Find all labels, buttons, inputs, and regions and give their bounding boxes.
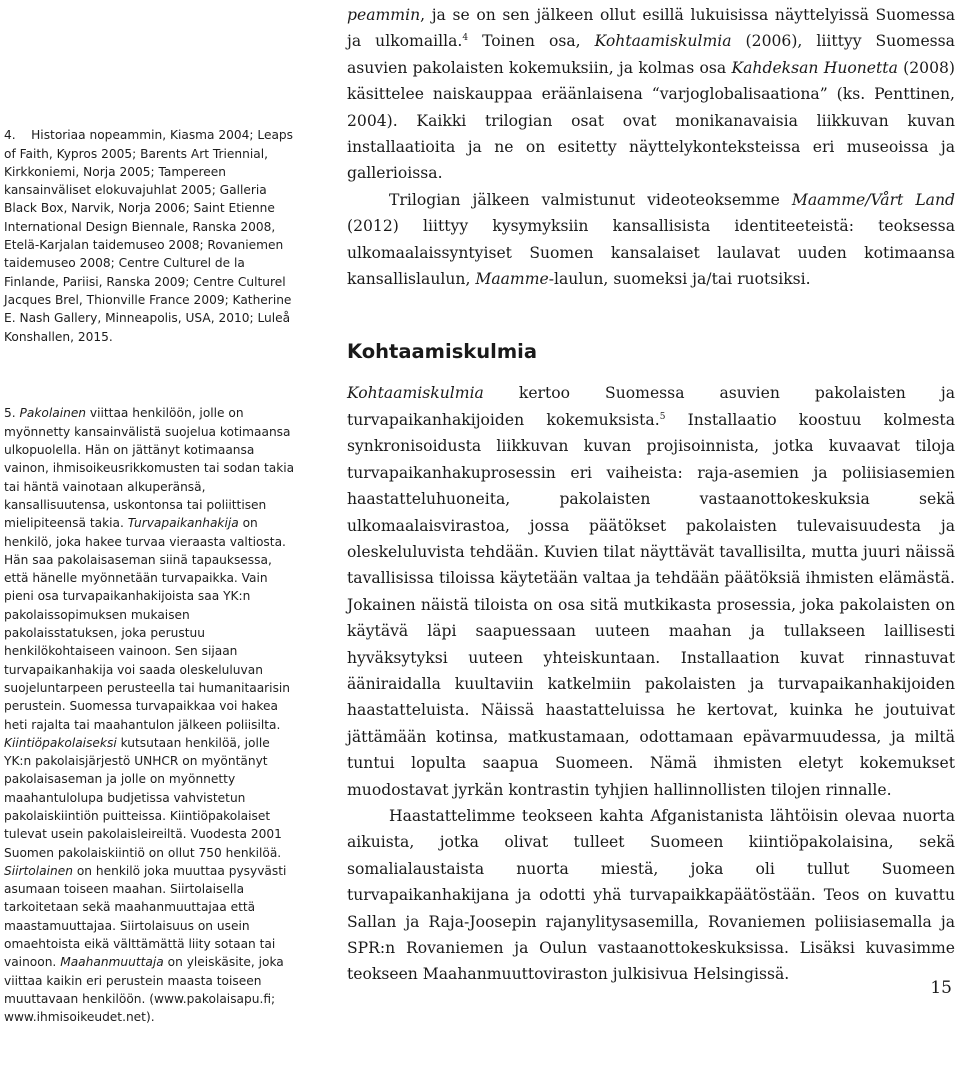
body-text: (2006), liittyy Suomessa asuvien pakolaisten kokemuksiin, ja kolmas osa xyxy=(347,32,955,77)
work-title: Maamme xyxy=(475,270,549,289)
term-maahanmuuttaja: Maahanmuuttaja xyxy=(60,955,164,970)
main-text-column xyxy=(347,2,955,988)
term-pakolainen: Pakolainen xyxy=(19,406,87,421)
footnote-text: on yleiskäsite, joka viittaa kaikin eri perustein maasta toiseen muuttavaan henkilöön. (www.pakolaisapu.fi; www.ihmisoikeudet.net). xyxy=(4,955,284,1025)
body-text: (2012) liittyy kysymyksiin kansallisista identiteeteistä: teoksessa ulkomaalaissyntyiset Suomen kansalaiset laulavat uuden kotimaansa kansallislaulun, xyxy=(347,217,955,289)
footnotes-column xyxy=(4,108,298,1067)
paragraph xyxy=(347,2,955,187)
paragraph xyxy=(347,187,955,293)
work-title: Maamme/Vårt Land xyxy=(791,190,955,209)
work-title: Kahdeksan Huonetta xyxy=(731,58,898,77)
footnote-number: 4. xyxy=(4,128,16,143)
footnote-text: on henkilö, joka hakee turvaa vieraasta valtiosta. Hän saa pakolaisaseman siinä tapauksessa, että hänelle myönnetään turvapaikka. Vain pieni osa turvapaikanhakijoista saa YK:n pakolaissopimuksen mukaisen pakolaisstatuksen, joka perustuu henkilökohtaiseen vainoon. Sen sijaan turvapaikanhakija voi saada oleskeluluvan suojeluntarpeen perusteella tai humanitaarisin perustein. Suomessa turvapaikkaa voi hakea heti rajalta tai maahantulon jälkeen poliisilta. xyxy=(4,516,291,732)
body-text: , ja se on sen jälkeen ollut esillä lukuisissa näyttelyissä Suomessa ja ulkomailla. xyxy=(347,6,955,51)
footnote-number: 5. xyxy=(4,406,16,421)
footnote-text: viittaa henkilöön, jolle on myönnetty kansainvälistä suojelua kotimaansa ulkopuolella. Hän on jättänyt kotimaansa vainon, ihmisoikeusrikkomusten tai sodan takia tai häntä vainotaan alkuperänsä, kansallisuutensa, uskontonsa tai poliittisen mielipiteensä takia. xyxy=(4,406,295,531)
paragraph xyxy=(347,380,955,803)
paragraph: Haastattelimme teokseen kahta Afganistanista lähtöisin olevaa nuorta aikuista, jotka olivat tulleet Suomeen kiintiöpakolaisina, sekä somalialaustaista nuorta miestä, joka oli tullut Suomeen turvapaikanhakijana ja odotti yhä turvapaikkapäätöstään. Teos on kuvattu Sallan ja Raja-Joosepin rajanylitysasemilla, Rovaniemen poliisiasemalla ja SPR:n Rovaniemen ja Oulun vastaanottokeskuksissa. Lisäksi kuvasimme teokseen Maahanmuuttoviraston julkisivua Helsingissä. xyxy=(347,806,955,984)
footnote-ref-4: 4 xyxy=(462,33,469,44)
body-text: -laulun, suomeksi ja/tai ruotsiksi. xyxy=(548,270,811,289)
body-text: (2008) käsittelee naiskauppaa eräänlaisena “varjoglobalisaationa” (ks. Penttinen, 2004). Kaikki trilogian osat ovat monikanavaisia liikkuvan kuvan installaatioita ja ne on esitetty näyttelykonteksteissa eri museoissa ja gallerioissa. xyxy=(347,58,955,183)
footnote-text: kutsutaan henkilöä, jolle YK:n pakolaisjärjestö UNHCR on myöntänyt pakolaisaseman ja jolle on myönnetty maahantulolupa budjetissa vahvistetun pakolaiskiintiön puitteissa. Kiintiöpakolaiset tulevat usein pakolaisleireiltä. Vuodesta 2001 Suomen pakolaiskiintiö on ollut 750 henkilöä. xyxy=(4,735,282,860)
body-text: Installaatio koostuu kolmesta synkronisoidusta liikkuvan kuvan projisoinnista, jotka kuvaavat tiloja turvapaikanhakuprosessin eri vaiheista: raja-asemien ja poliisiasemien haastatteluhuoneita, pakolaisten vastaanottokeskuksia sekä ulkomaalaisvirastoa, jossa päätökset pakolaisten tulevaisuudesta ja oleskeluluvista tehdään. Kuvien tilat näyttävät tavallisilta, mutta juuri näissä tavallisissa tiloissa käytetään valtaa ja tehdään päätöksiä ihmisten elämästä. Jokainen näistä tiloista on osa sitä mutkikasta prosessia, joka pakolaisten on käytävä läpi saapuessaan uuteen maahan ja tullakseen laillisesti hyväksytyksi uuteen yhteiskuntaan. Installaation kuvat rinnastuvat ääniraidalla kuultaviin katkelmiin pakolaisten ja turvapaikanhakijoiden haastatteluista. Näissä haastatteluissa he kertovat, kuinka he joutuivat jättämään kotinsa, matkustamaan, odottamaan epävarmuudessa, ja miltä tuntui lopulta saapua Suomeen. Nämä ihmisten eletyt kokemukset muodostavat jyrkän kontrastin tyhjien hallinnollisten tilojen rinnalle. xyxy=(347,410,955,799)
work-title: Kohtaamiskulmia xyxy=(594,32,732,51)
footnote-4 xyxy=(4,108,298,364)
footnote-ref-5: 5 xyxy=(659,411,666,422)
term-kiintiopakolaiseksi: Kiintiöpakolaiseksi xyxy=(4,735,117,750)
page-number: 15 xyxy=(930,978,952,998)
body-text: Trilogian jälkeen valmistunut videoteoksemme xyxy=(389,190,792,209)
body-text: kertoo Suomessa asuvien pakolaisten ja turvapaikanhakijoiden kokemuksista. xyxy=(347,384,955,429)
section-heading: Kohtaamiskulmia xyxy=(347,340,537,364)
term-siirtolainen: Siirtolainen xyxy=(4,863,73,878)
term-turvapaikanhakija: Turvapaikanhakija xyxy=(127,516,239,531)
body-text: Toinen osa, xyxy=(468,32,595,51)
footnote-text: Historiaa nopeammin, Kiasma 2004; Leaps of Faith, Kypros 2005; Barents Art Triennial, Kirkkoniemi, Norja 2005; Tampereen kansainväliset elokuvajuhlat 2005; Galleria Black Box, Narvik, Norja 2006; Saint Etienne International Design Biennale, Ranska 2008, Etelä-Karjalan taidemuseo 2008; Rovaniemen taidemuseo 2008; Centre Culturel de la Finlande, Pariisi, Ranska 2009; Centre Culturel Jacques Brel, Thionville France 2009; Katherine E. Nash Gallery, Minneapolis, USA, 2010; Luleå Konshallen, 2015. xyxy=(4,128,294,344)
work-title: Kohtaamiskulmia xyxy=(347,384,484,403)
italic-text: peammin xyxy=(347,6,421,24)
footnote-text: on henkilö joka muuttaa pysyvästi asumaan toiseen maahan. Siirtolaisella tarkoitetaan sekä maahanmuuttajaa että maastamuuttajaa. Siirtolaisuus on usein omaehtoista eikä välttämättä liity sotaan tai vainoon. xyxy=(4,863,287,970)
footnote-5 xyxy=(4,386,298,1045)
